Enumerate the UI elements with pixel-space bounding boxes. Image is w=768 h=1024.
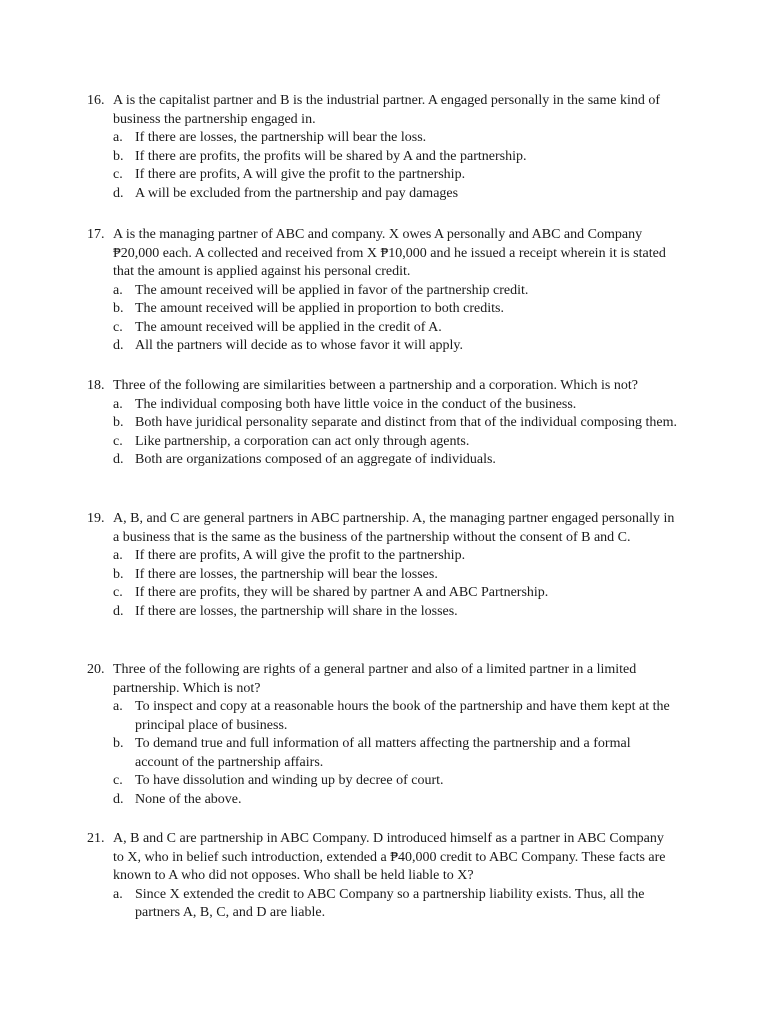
option-c [113,166,677,185]
option-label: c. [113,585,123,600]
option-text: If there are losses, the partnership will bear the loss. [135,130,427,145]
question-number: 16. [87,93,105,108]
option-label: d. [113,452,124,467]
question-19 [87,510,677,621]
option-a [113,129,677,148]
option-label: a. [113,699,123,714]
options-list [87,547,677,621]
option-label: d. [113,338,124,353]
option-text: The individual composing both have little voice in the conduct of the business. [135,396,577,412]
option-label: b. [113,566,124,582]
option-b [113,148,677,167]
option-text: The amount received will be applied in the credit of A. [135,319,442,335]
option-label: a. [113,282,123,298]
option-text: The amount received will be applied in proportion to both credits. [135,301,504,316]
option-label: b. [113,301,124,316]
question-17 [87,226,677,356]
question-text: Three of the following are rights of a general partner and also of a limited partner in a limited partnership. Which is not? [113,662,637,696]
option-text: A will be excluded from the partnership and pay damages [135,185,459,201]
question-number: 18. [87,378,105,393]
question-18 [87,377,677,470]
options-list [87,282,677,356]
option-b [113,300,677,319]
option-c [113,772,677,791]
options-list [87,886,677,923]
option-b [113,735,677,772]
option-text: If there are losses, the partnership will bear the losses. [135,566,438,582]
option-text: Both have juridical personality separate and distinct from that of the individual composing them. [135,415,677,430]
option-a [113,282,677,301]
option-d [113,185,677,204]
question-20 [87,661,677,809]
question-text: A is the capitalist partner and B is the industrial partner. A engaged personally in the same kind of business the partnership engaged in. [113,93,661,127]
option-text: If there are profits, A will give the profit to the partnership. [135,167,466,182]
option-a [113,396,677,415]
option-c [113,433,677,452]
option-text: To demand true and full information of all matters affecting the partnership and a formal account of the partnership affairs. [135,736,631,770]
option-text: Since X extended the credit to ABC Company so a partnership liability exists. Thus, all the partners A, B, C, and D are liable. [135,886,645,920]
option-label: d. [113,791,124,807]
option-text: If there are profits, A will give the profit to the partnership. [135,548,466,563]
option-d [113,451,677,470]
option-d [113,791,677,810]
option-text: To have dissolution and winding up by decree of court. [135,773,444,788]
option-text: All the partners will decide as to whose favor it will apply. [135,338,464,353]
option-text: None of the above. [135,791,242,807]
option-c [113,584,677,603]
option-b [113,566,677,585]
option-label: a. [113,130,123,145]
option-label: b. [113,736,124,751]
option-text: If there are losses, the partnership will share in the losses. [135,603,458,619]
question-text: A, B, and C are general partners in ABC partnership. A, the managing partner engaged personally in a business that is the same as the business of the partnership without the consent of B and C. [113,511,675,545]
option-label: c. [113,433,123,449]
option-label: c. [113,319,123,335]
question-number: 17. [87,227,105,242]
option-text: Like partnership, a corporation can act only through agents. [135,433,470,449]
question-text: A is the managing partner of ABC and company. X owes A personally and ABC and Company ₱20,000 each. A collected and received from X ₱10,000 and he issued a receipt wherein it is stated that the amount is applied against his personal credit. [113,227,666,279]
option-text: If there are profits, the profits will be shared by A and the partnership. [135,148,527,164]
options-list [87,698,677,809]
option-a [113,547,677,566]
option-label: a. [113,548,123,563]
option-label: c. [113,167,123,182]
option-a [113,698,677,735]
option-label: a. [113,396,123,412]
option-label: a. [113,886,123,902]
question-text: Three of the following are similarities between a partnership and a corporation. Which is not? [113,378,638,393]
option-a [113,886,677,923]
option-text: To inspect and copy at a reasonable hours the book of the partnership and have them kept at the principal place of business. [135,699,670,733]
option-d [113,603,677,622]
option-text: The amount received will be applied in favor of the partnership credit. [135,282,529,298]
option-label: b. [113,148,124,164]
question-text: A, B and C are partnership in ABC Company. D introduced himself as a partner in ABC Company to X, who in belief such introduction, extended a ₱40,000 credit to ABC Company. These facts are known to A who did not opposes. Who shall be held liable to X? [113,831,666,883]
question-16 [87,92,677,203]
option-text: Both are organizations composed of an aggregate of individuals. [135,452,496,467]
question-number: 20. [87,662,105,677]
option-d [113,337,677,356]
option-text: If there are profits, they will be shared by partner A and ABC Partnership. [135,585,549,600]
option-label: d. [113,185,124,201]
option-label: c. [113,773,123,788]
options-list [87,129,677,203]
question-number: 19. [87,511,105,526]
option-label: b. [113,415,124,430]
option-c [113,319,677,338]
option-label: d. [113,603,124,619]
option-b [113,414,677,433]
question-number: 21. [87,831,105,846]
question-21 [87,830,677,923]
options-list [87,396,677,470]
